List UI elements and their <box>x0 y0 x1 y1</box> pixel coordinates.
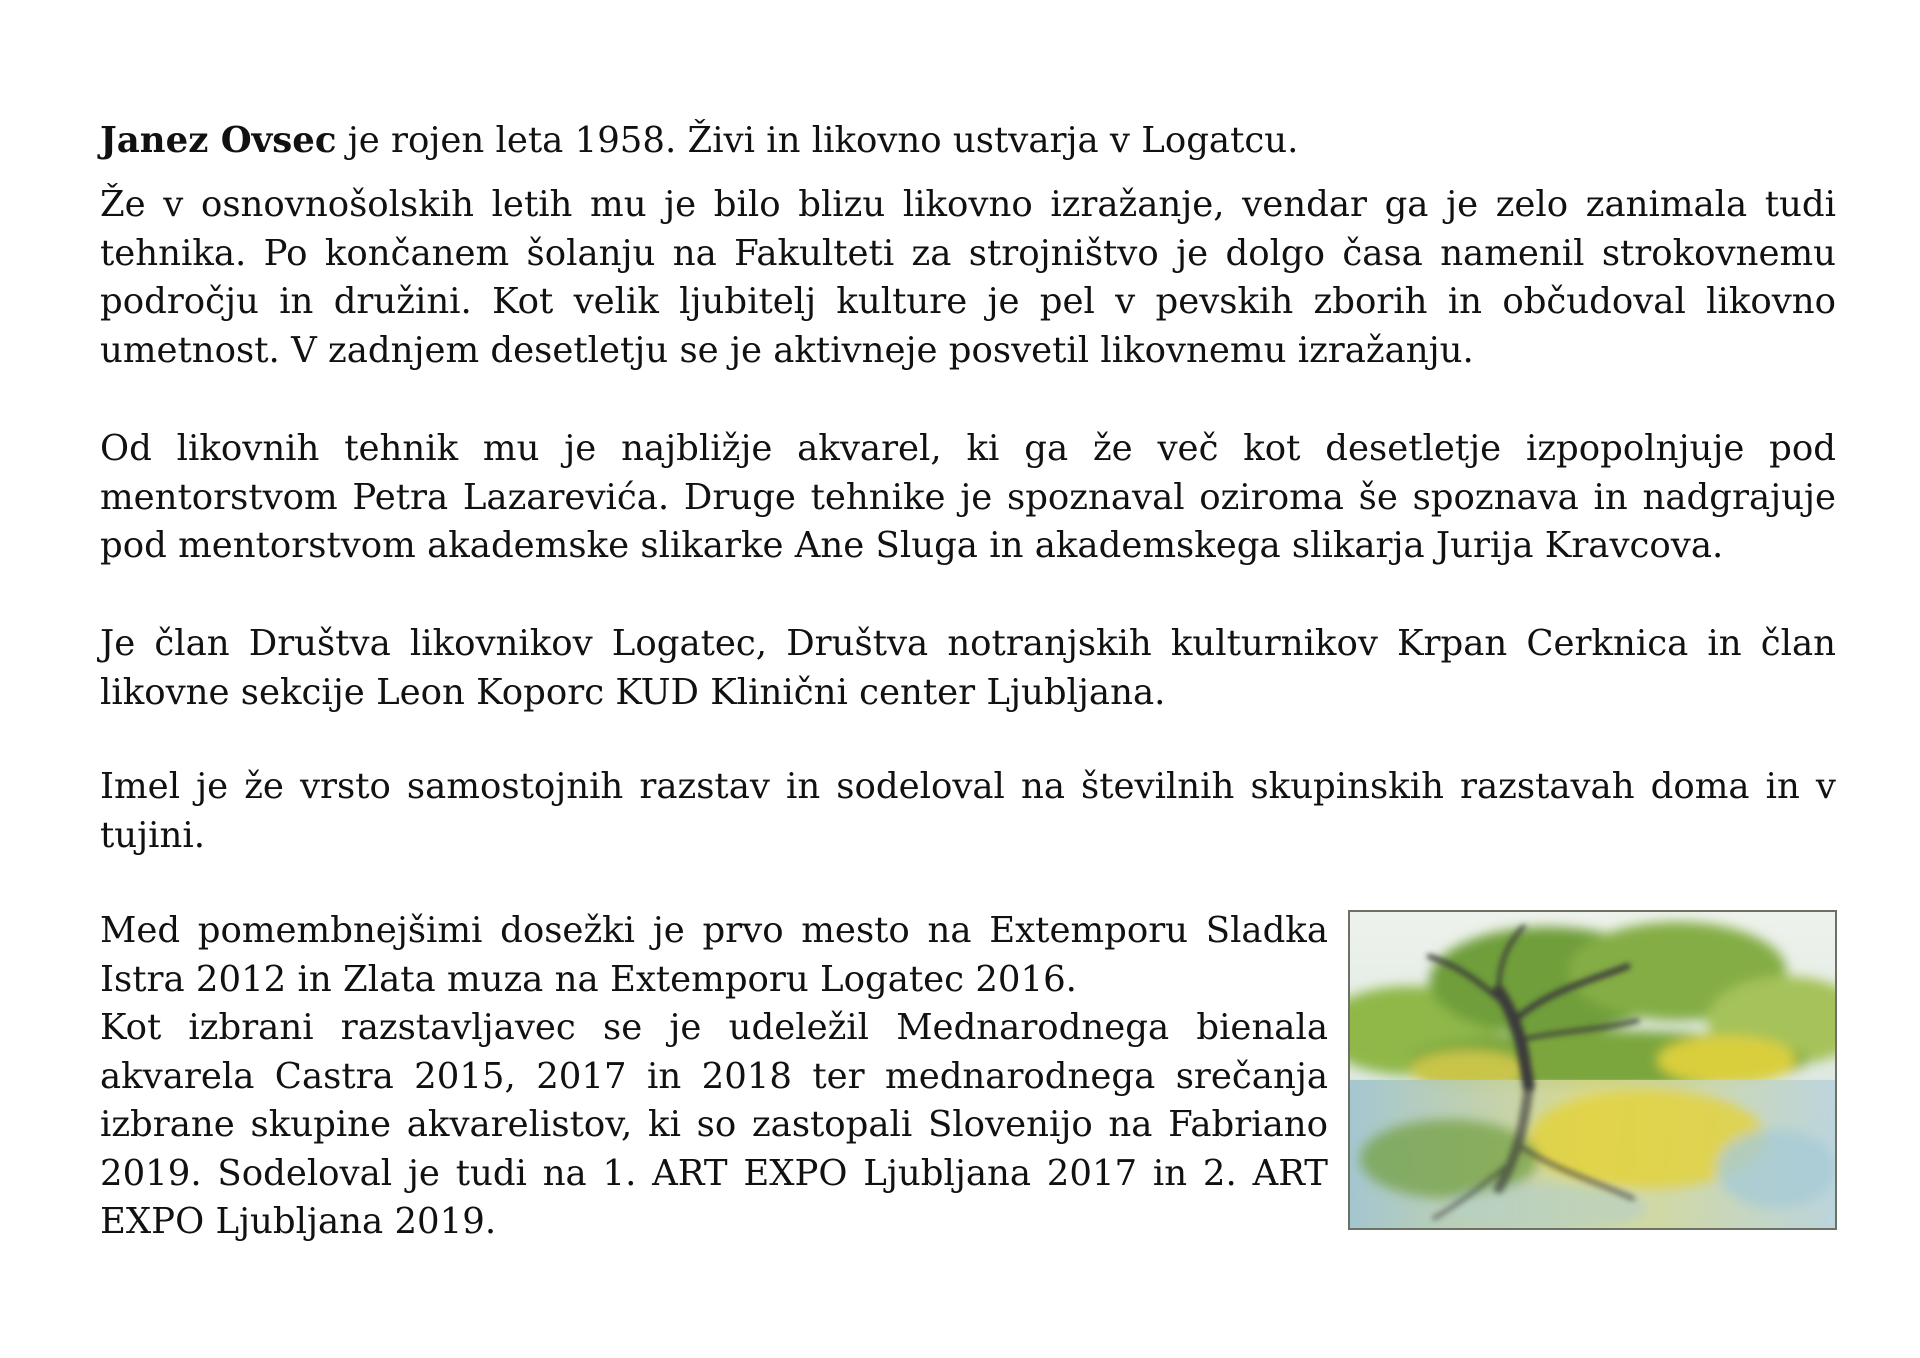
paragraph-exhibitions: Imel je že vrsto samostojnih razstav in sodeloval na številnih skupinskih razstavah doma in v tujini. <box>100 766 1836 856</box>
watercolor-painting-image <box>1348 910 1837 1230</box>
achievements-awards: Med pomembnejšimi dosežki je prvo mesto na Extemporu Sladka Istra 2012 in Zlata muza na Extemporu Logatec 2016. <box>100 910 1328 1000</box>
intro-line <box>100 117 1836 166</box>
paragraph-achievements <box>100 907 1328 1247</box>
intro-text: je rojen leta 1958. Živi in likovno ustvarja v Logatcu. <box>336 120 1299 161</box>
artist-name: Janez Ovsec <box>100 120 337 161</box>
paragraph-memberships: Je član Društva likovnikov Logatec, Društva notranjskih kulturnikov Krpan Cerknica in član likovne sekcije Leon Koporc KUD Klinični center Ljubljana. <box>100 623 1836 713</box>
paragraph-techniques: Od likovnih tehnik mu je najbližje akvarel, ki ga že več kot desetletje izpopolnjuje pod mentorstvom Petra Lazarevića. Druge tehnike je spoznaval oziroma še spoznava in nadgrajuje pod mentorstvom akademske slikarke Ane Sluga in akademskega slikarja Jurija Kravcova. <box>100 428 1836 566</box>
achievements-participation: Kot izbrani razstavljavec se je udeležil Mednarodnega bienala akvarela Castra 2015, 2017 in 2018 ter mednarodnega srečanja izbrane skupine akvarelistov, ki so zastopali Slovenijo na Fabriano 2019. Sodeloval je tudi na 1. ART EXPO Ljubljana 2017 in 2. ART EXPO Ljubljana 2019. <box>100 1007 1328 1242</box>
painting-icon <box>1350 912 1835 1228</box>
paragraph-education: Že v osnovnošolskih letih mu je bilo blizu likovno izražanje, vendar ga je zelo zanimala tudi tehnika. Po končanem šolanju na Fakulteti za strojništvo je dolgo časa namenil strokovnemu področju in družini. Kot velik ljubitelj kulture je pel v pevskih zborih in občudoval likovno umetnost. V zadnjem desetletju se je aktivneje posvetil likovnemu izražanju. <box>100 184 1836 371</box>
